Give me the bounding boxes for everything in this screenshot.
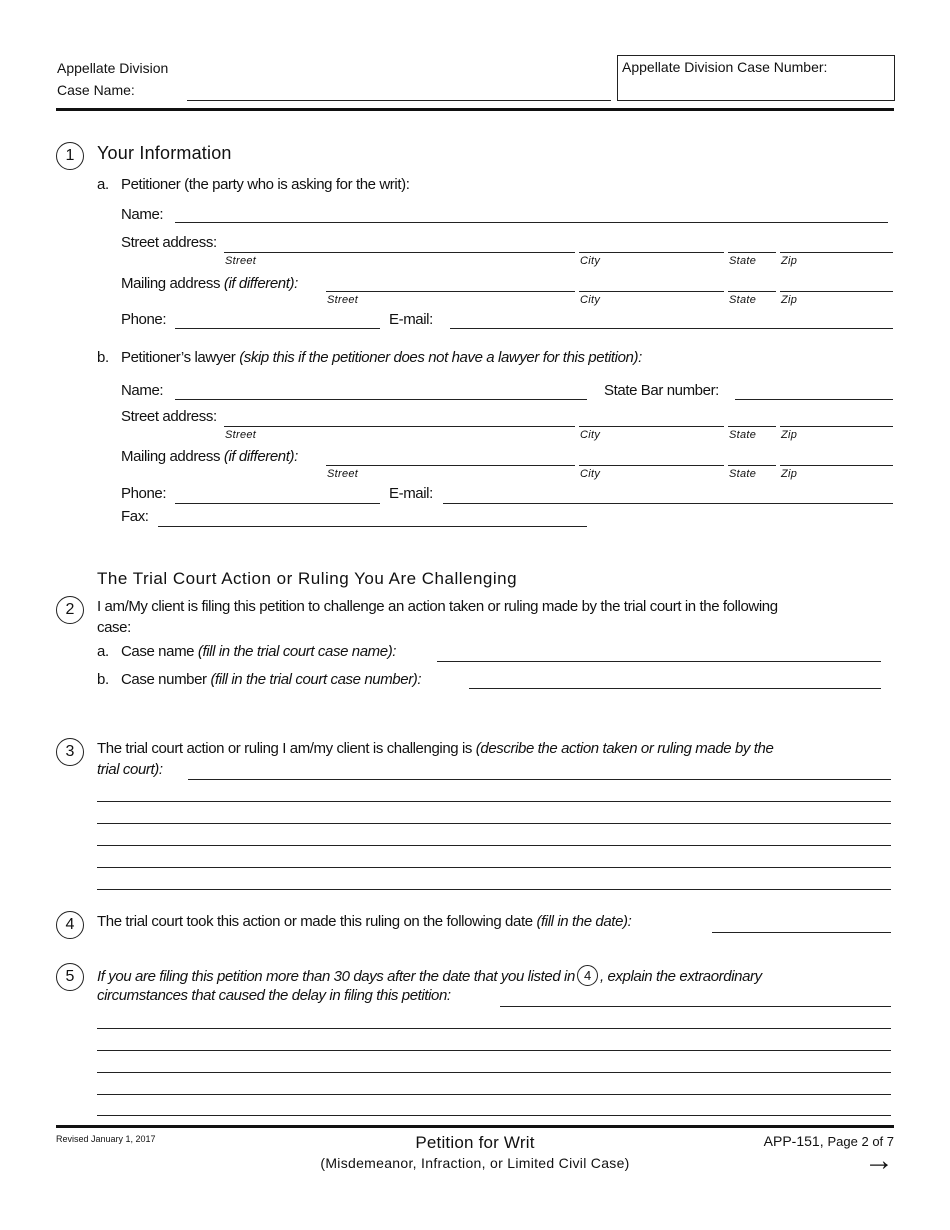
city-caption: City bbox=[580, 255, 601, 267]
lawyer-mailing-city-field[interactable] bbox=[579, 465, 724, 466]
street-caption: Street bbox=[327, 294, 359, 306]
lawyer-name-label: Name: bbox=[121, 382, 164, 399]
city-caption: City bbox=[580, 429, 601, 441]
delay-explanation-line-6[interactable] bbox=[97, 1115, 891, 1116]
lawyer-phone-label: Phone: bbox=[121, 485, 167, 502]
footer-rule bbox=[56, 1125, 894, 1128]
lawyer-city-field[interactable] bbox=[579, 426, 724, 427]
case-number-label-2b: Case number (fill in the trial court case number): bbox=[121, 671, 422, 688]
delay-explanation-line-4[interactable] bbox=[97, 1072, 891, 1073]
ruling-description-line-4[interactable] bbox=[97, 845, 891, 846]
lawyer-email-field[interactable] bbox=[443, 503, 893, 504]
ruling-description-line-1[interactable] bbox=[188, 779, 891, 780]
case-name-label-2a: Case name (fill in the trial court case name): bbox=[121, 643, 397, 660]
petitioner-label: Petitioner (the party who is asking for the writ): bbox=[121, 176, 410, 193]
delay-explanation-line-1[interactable] bbox=[500, 1006, 891, 1007]
petitioner-mailing-street-field[interactable] bbox=[326, 291, 575, 292]
street-caption: Street bbox=[225, 255, 257, 267]
section-5-text-line1: If you are filing this petition more than 30 days after the date that you listed in 4 , explain the extraordinary bbox=[97, 966, 762, 987]
section-5-number: 5 bbox=[56, 963, 84, 991]
petitioner-name-label: Name: bbox=[121, 206, 164, 223]
section-3-text-line1: The trial court action or ruling I am/my client is challenging is (describe the action taken or ruling made by the bbox=[97, 740, 774, 757]
delay-explanation-line-3[interactable] bbox=[97, 1050, 891, 1051]
lawyer-mailing-label: Mailing address (if different): bbox=[121, 448, 298, 465]
delay-explanation-line-5[interactable] bbox=[97, 1094, 891, 1095]
case-number-box[interactable] bbox=[617, 55, 895, 101]
form-subtitle: (Misdemeanor, Infraction, or Limited Civil Case) bbox=[320, 1155, 630, 1171]
section-4-text: The trial court took this action or made this ruling on the following date (fill in the date): bbox=[97, 913, 632, 930]
lawyer-label: Petitioner’s lawyer (skip this if the petitioner does not have a lawyer for this petition): bbox=[121, 349, 642, 366]
lawyer-fax-field[interactable] bbox=[158, 526, 587, 527]
zip-caption: Zip bbox=[781, 255, 798, 267]
section-4-number: 4 bbox=[56, 911, 84, 939]
ruling-description-line-5[interactable] bbox=[97, 867, 891, 868]
trial-case-name-field[interactable] bbox=[437, 661, 881, 662]
section-1-title: Your Information bbox=[97, 143, 232, 163]
city-caption: City bbox=[580, 468, 601, 480]
section-5-text-line2: circumstances that caused the delay in filing this petition: bbox=[97, 987, 451, 1004]
next-page-arrow-icon: → bbox=[864, 1144, 894, 1177]
petitioner-mailing-zip-field[interactable] bbox=[780, 291, 893, 292]
ruling-description-line-3[interactable] bbox=[97, 823, 891, 824]
section-2-text-line2: case: bbox=[97, 619, 131, 636]
petitioner-street-label: Street address: bbox=[121, 234, 217, 251]
section-1-number: 1 bbox=[56, 142, 84, 170]
petitioner-street-field[interactable] bbox=[224, 252, 575, 253]
item-b-letter: b. bbox=[97, 671, 109, 688]
lawyer-email-label: E-mail: bbox=[389, 485, 433, 502]
state-caption: State bbox=[729, 294, 757, 306]
lawyer-zip-field[interactable] bbox=[780, 426, 893, 427]
section-3-text-line2: trial court): bbox=[97, 761, 163, 778]
delay-explanation-line-2[interactable] bbox=[97, 1028, 891, 1029]
form-title: Petition for Writ bbox=[415, 1133, 535, 1152]
lawyer-mailing-state-field[interactable] bbox=[728, 465, 776, 466]
case-number-label: Appellate Division Case Number: bbox=[622, 59, 828, 75]
ruling-date-field[interactable] bbox=[712, 932, 891, 933]
trial-case-number-field[interactable] bbox=[469, 688, 881, 689]
petitioner-mailing-city-field[interactable] bbox=[579, 291, 724, 292]
petitioner-city-field[interactable] bbox=[579, 252, 724, 253]
petitioner-phone-field[interactable] bbox=[175, 328, 380, 329]
lawyer-name-field[interactable] bbox=[175, 399, 587, 400]
petitioner-email-label: E-mail: bbox=[389, 311, 433, 328]
section-4-reference: 4 bbox=[577, 965, 598, 986]
petitioner-state-field[interactable] bbox=[728, 252, 776, 253]
city-caption: City bbox=[580, 294, 601, 306]
lawyer-street-field[interactable] bbox=[224, 426, 575, 427]
item-a-letter: a. bbox=[97, 176, 109, 193]
petitioner-mailing-state-field[interactable] bbox=[728, 291, 776, 292]
zip-caption: Zip bbox=[781, 468, 798, 480]
lawyer-phone-field[interactable] bbox=[175, 503, 380, 504]
lawyer-mailing-street-field[interactable] bbox=[326, 465, 575, 466]
state-caption: State bbox=[729, 429, 757, 441]
street-caption: Street bbox=[327, 468, 359, 480]
section-2-text-line1: I am/My client is filing this petition to challenge an action taken or ruling made by the trial court in the following bbox=[97, 598, 778, 615]
state-bar-label: State Bar number: bbox=[604, 382, 719, 399]
petitioner-name-field[interactable] bbox=[175, 222, 888, 223]
form-id-and-page: APP-151, Page 2 of 7 bbox=[763, 1133, 894, 1149]
petitioner-phone-label: Phone: bbox=[121, 311, 167, 328]
zip-caption: Zip bbox=[781, 429, 798, 441]
case-name-label: Case Name: bbox=[57, 82, 135, 98]
revised-date: Revised January 1, 2017 bbox=[56, 1134, 156, 1144]
petitioner-email-field[interactable] bbox=[450, 328, 893, 329]
item-b-letter: b. bbox=[97, 349, 109, 366]
street-caption: Street bbox=[225, 429, 257, 441]
lawyer-fax-label: Fax: bbox=[121, 508, 149, 525]
case-name-field[interactable] bbox=[187, 100, 611, 101]
trial-court-section-heading: The Trial Court Action or Ruling You Are Challenging bbox=[97, 569, 518, 588]
state-caption: State bbox=[729, 255, 757, 267]
ruling-description-line-2[interactable] bbox=[97, 801, 891, 802]
appellate-division-label: Appellate Division bbox=[57, 60, 169, 76]
ruling-description-line-6[interactable] bbox=[97, 889, 891, 890]
header-rule bbox=[56, 108, 894, 111]
petitioner-zip-field[interactable] bbox=[780, 252, 893, 253]
lawyer-mailing-zip-field[interactable] bbox=[780, 465, 893, 466]
zip-caption: Zip bbox=[781, 294, 798, 306]
state-caption: State bbox=[729, 468, 757, 480]
lawyer-street-label: Street address: bbox=[121, 408, 217, 425]
item-a-letter: a. bbox=[97, 643, 109, 660]
section-3-number: 3 bbox=[56, 738, 84, 766]
section-2-number: 2 bbox=[56, 596, 84, 624]
petitioner-mailing-label: Mailing address (if different): bbox=[121, 275, 298, 292]
lawyer-state-field[interactable] bbox=[728, 426, 776, 427]
state-bar-field[interactable] bbox=[735, 399, 893, 400]
